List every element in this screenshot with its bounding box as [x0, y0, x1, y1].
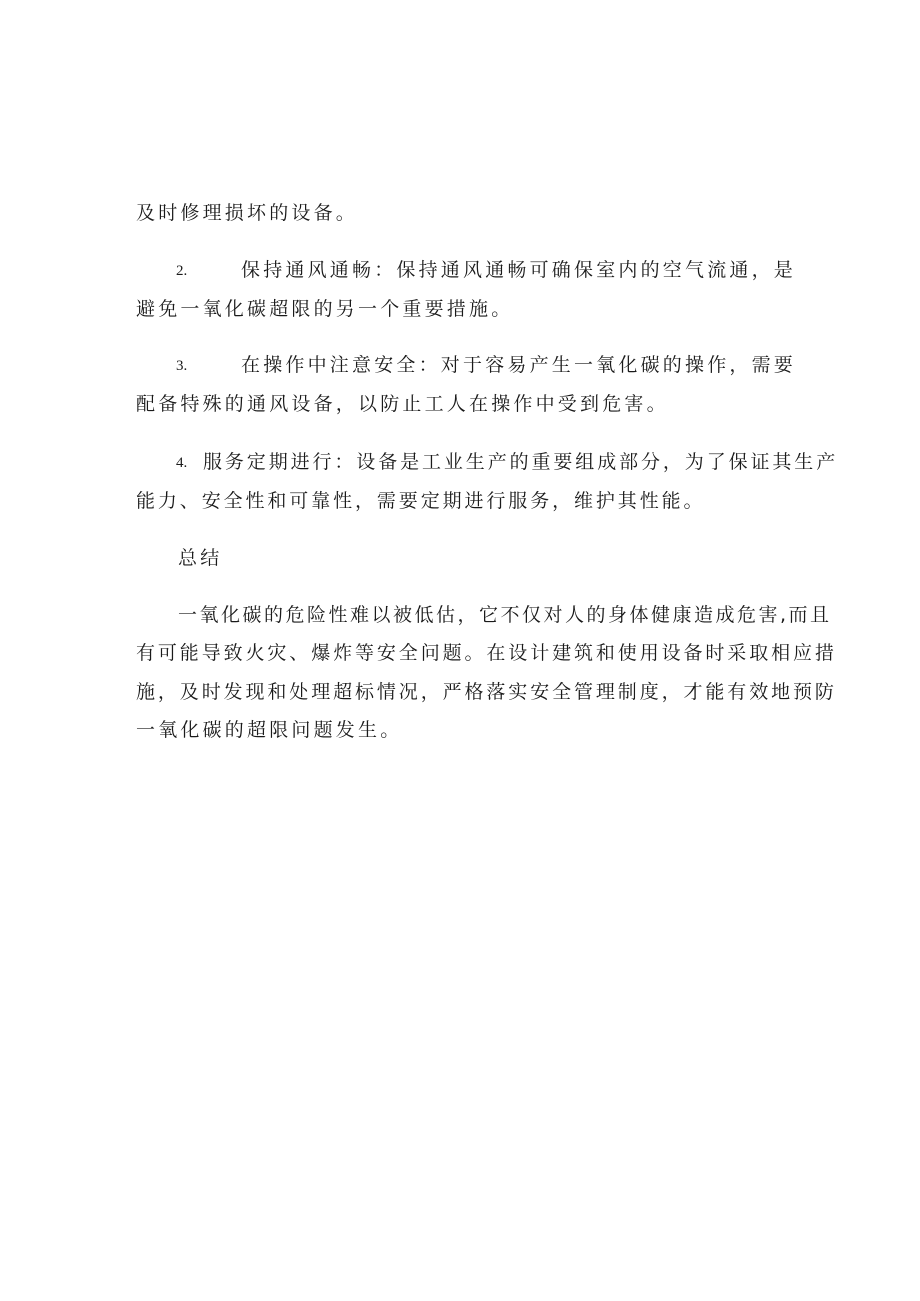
list-item-3-number: 3.: [176, 358, 188, 374]
list-item-2-line-1: 保持通风通畅：保持通风通畅可确保室内的空气流通，是: [241, 259, 797, 281]
summary-line-2: 有可能导致火灾、爆炸等安全问题。在设计建筑和使用设备时采取相应措: [136, 642, 837, 664]
list-item-2-number: 2.: [176, 263, 188, 279]
summary-heading: 总结: [178, 547, 223, 569]
list-item-3-line-1: 在操作中注意安全：对于容易产生一氧化碳的操作，需要: [241, 354, 797, 376]
list-item-2-line-2: 避免一氧化碳超限的另一个重要措施。: [136, 298, 514, 320]
list-item-4-number: 4.: [176, 455, 188, 471]
continuation-text: 及时修理损坏的设备。: [136, 202, 359, 224]
summary-line-3: 施，及时发现和处理超标情况，严格落实安全管理制度，才能有效地预防: [136, 681, 837, 703]
summary-line-4: 一氧化碳的超限问题发生。: [136, 719, 403, 741]
list-item-4-line-1: 服务定期进行：设备是工业生产的重要组成部分，为了保证其生产: [203, 451, 839, 473]
list-item-4-line-2: 能力、安全性和可靠性，需要定期进行服务，维护其性能。: [136, 490, 706, 512]
summary-line-1: 一氧化碳的危险性难以被低估，它不仅对人的身体健康造成危害,而且: [178, 604, 832, 626]
list-item-3-line-2: 配备特殊的通风设备，以防止工人在操作中受到危害。: [136, 393, 669, 415]
